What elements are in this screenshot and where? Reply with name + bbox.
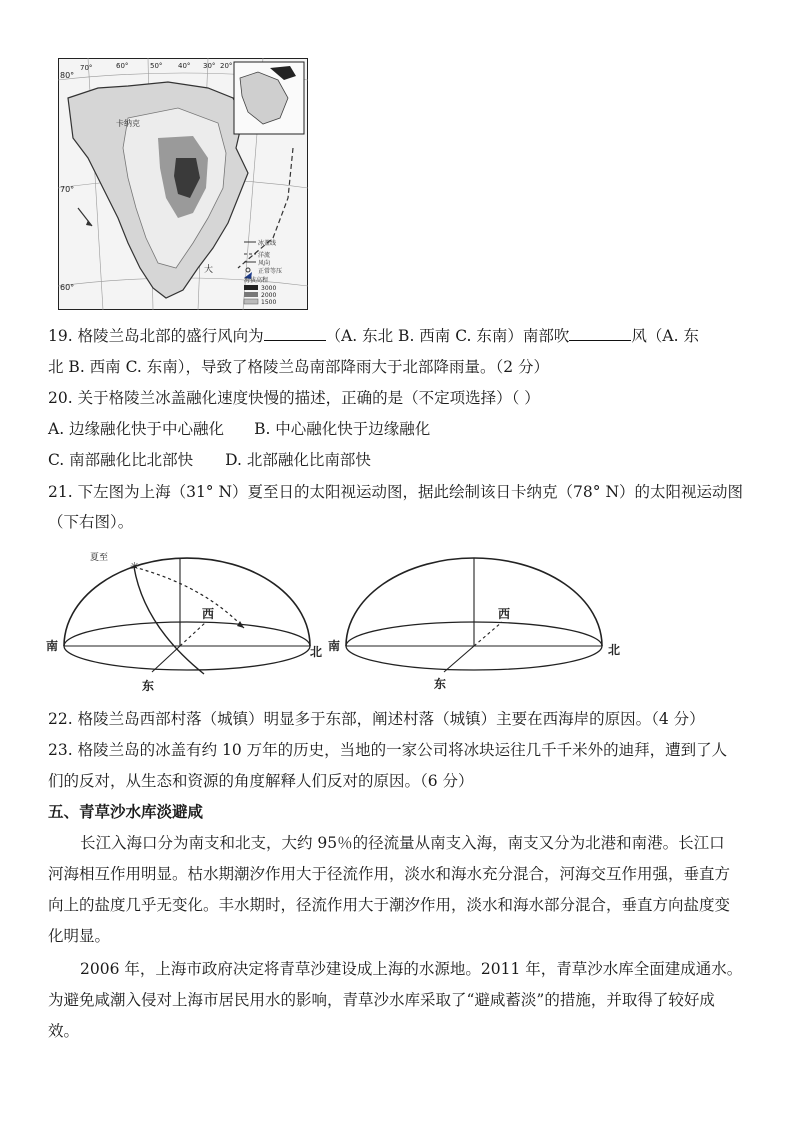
question-20-options-ab	[48, 419, 430, 439]
question-20-stem: 20. 关于格陵兰冰盖融化速度快慢的描述，正确的是（不定项选择）（ ）	[48, 389, 540, 407]
label-south: 南	[46, 639, 59, 653]
section-5-p2-line-3: 效。	[48, 1022, 80, 1040]
region-label: 大	[204, 265, 214, 275]
question-19-line-1	[48, 326, 699, 346]
sun-path-diagram-shanghai	[44, 546, 334, 696]
question-19-line-2: 北 B. 西南 C. 东南），导致了格陵兰岛南部降雨大于北部降雨量。（2 分）	[48, 358, 550, 376]
lat-label-60: 60°	[60, 283, 75, 292]
question-23-line-2: 们的反对，从生态和资源的角度解释人们反对的原因。（6 分）	[48, 772, 474, 790]
legend-title: 冰盖线	[258, 240, 277, 247]
legend-elev-2000: 2000	[261, 292, 277, 299]
section-5-p1-line-2: 河海相互作用明显。枯水期潮汐作用大于径流作用，淡水和海水充分混合，河海交互作用强，垂直方	[48, 865, 731, 883]
place-label-kanak: 卡纳克	[116, 119, 140, 128]
q19-blank-2[interactable]	[569, 326, 631, 341]
legend-item-current: 洋流	[258, 252, 271, 259]
west-line	[474, 622, 502, 646]
legend-item-wind: 风向	[258, 260, 271, 267]
q20-option-b[interactable]: B. 中心融化快于边缘融化	[254, 420, 431, 438]
question-20-options-cd	[48, 450, 371, 470]
question-23-line-1: 23. 格陵兰岛的冰盖有约 10 万年的历史，当地的一家公司将冰块运往几千千米外的迪拜，遭到了人	[48, 741, 728, 759]
section-5-p2-line-1: 2006 年，上海市政府决定将青草沙建设成上海的水源地。2011 年，青草沙水库全面建成通水。	[80, 960, 743, 978]
section-5-p1-line-4: 化明显。	[48, 927, 111, 945]
section-5-p2-line-2: 为避免咸潮入侵对上海市居民用水的影响，青草沙水库采取了“避咸蓄淡”的措施，并取得了较好成	[48, 991, 715, 1009]
sun-path	[134, 567, 204, 674]
label-summer-solstice: 夏至	[90, 553, 109, 563]
section-5-p1-line-3: 向上的盐度几乎无变化。丰水期时，径流作用大于潮汐作用，淡水和海水部分混合，垂直方向盐度变	[48, 896, 731, 914]
label-west: 西	[202, 607, 215, 621]
question-22: 22. 格陵兰岛西部村落（城镇）明显多于东部，阐述村落（城镇）主要在西海岸的原因。（4 分）	[48, 710, 705, 728]
q20-option-d[interactable]: D. 北部融化比南部快	[225, 451, 371, 469]
lon-label-4: 40°	[178, 62, 191, 70]
lon-label-6: 20°	[220, 62, 233, 70]
question-21-line-1: 21. 下左图为上海（31° N）夏至日的太阳视运动图，据此绘制该日卡纳克（78° N）的太阳视运动图	[48, 483, 744, 501]
label-east: 东	[142, 679, 155, 693]
section-5-title: 五、青草沙水库淡避咸	[48, 803, 204, 821]
label-north: 北	[608, 643, 621, 657]
legend-elev-3000: 3000	[261, 285, 277, 292]
legend-elevation-title: 海拔高程	[244, 277, 269, 284]
q19-part2: （A. 东北 B. 西南 C. 东南）南部吹	[325, 327, 570, 345]
west-line	[180, 622, 206, 646]
lon-label-3: 50°	[150, 62, 163, 70]
lat-label-70: 70°	[60, 185, 75, 194]
celestial-dome	[64, 558, 310, 646]
greenland-map	[58, 58, 308, 310]
q19-part1: 19. 格陵兰岛北部的盛行风向为	[48, 327, 264, 345]
legend-item-pressure: 正常等压	[258, 268, 283, 275]
east-line	[152, 646, 180, 672]
label-south: 南	[328, 639, 341, 653]
section-5-p1-line-1: 长江入海口分为南支和北支，大约 95％的径流量从南支入海，南支又分为北港和南港。长江口	[80, 834, 725, 852]
east-line	[444, 646, 474, 672]
q19-blank-1[interactable]	[264, 326, 326, 341]
lat-label-80: 80°	[60, 71, 75, 80]
q19-part3: 风（A. 东	[631, 327, 699, 345]
q20-option-c[interactable]: C. 南部融化比北部快	[48, 451, 194, 469]
lon-label-1: 70°	[80, 64, 93, 72]
sun-path-diagram-kanak	[326, 546, 626, 696]
sun-path-afternoon	[134, 567, 244, 628]
sun-icon: ✳	[130, 560, 140, 573]
label-north: 北	[310, 645, 323, 659]
label-west: 西	[498, 607, 511, 621]
lon-label-5: 30°	[203, 62, 216, 70]
q20-option-a[interactable]: A. 边缘融化快于中心融化	[48, 420, 225, 438]
question-21-line-2: （下右图）。	[48, 513, 134, 531]
lon-label-2: 60°	[116, 62, 129, 70]
label-east: 东	[434, 677, 447, 691]
legend-elev-1500: 1500	[261, 299, 277, 306]
